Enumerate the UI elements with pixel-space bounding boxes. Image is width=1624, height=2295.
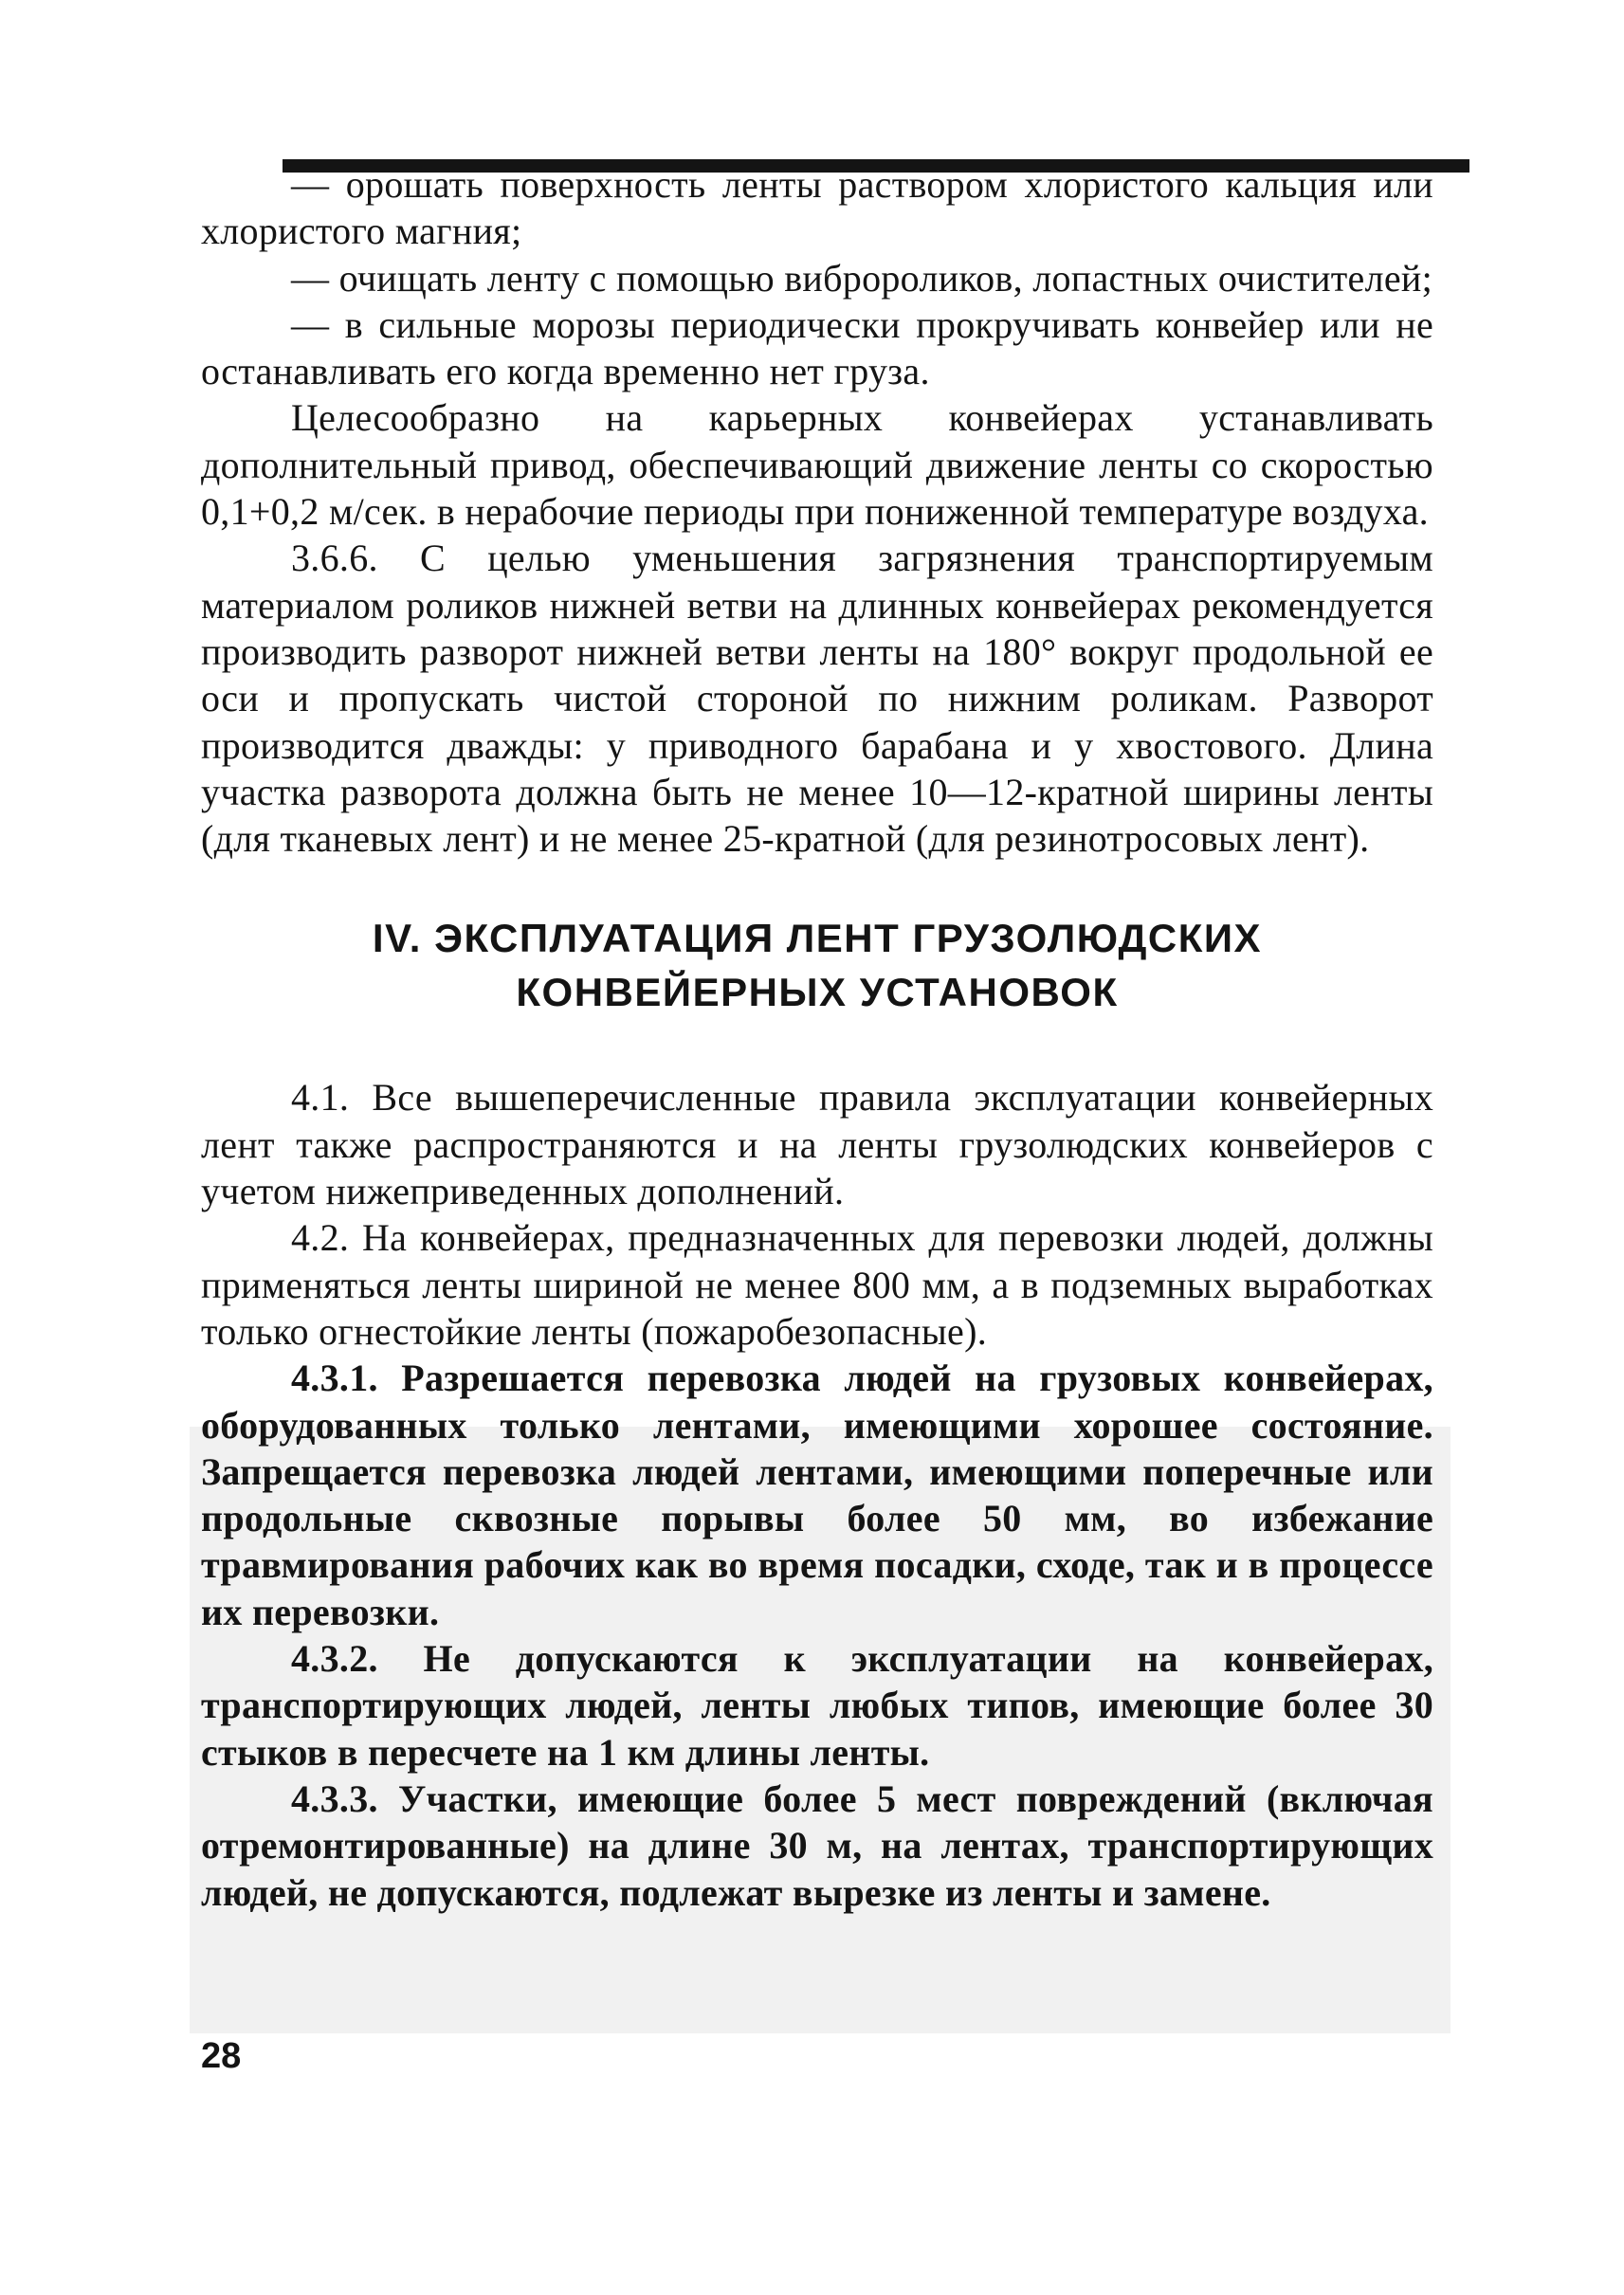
- section-heading: [201, 911, 1433, 1019]
- page-body: [201, 161, 1433, 1916]
- page-number: 28: [201, 2036, 242, 2076]
- paragraph-top-4: Целесообразно на карьерных конвейерах устанавливать дополнительный привод, обеспечивающий движение ленты со скоростью 0,1+0,2 м/сек. в нерабочие периоды при пониженной температуре воздуха.: [201, 396, 1433, 534]
- paragraph-top-1: — орошать поверхность ленты раствором хлористого кальция или хлористого магния;: [201, 163, 1433, 253]
- section-heading-line-1: IV. ЭКСПЛУАТАЦИЯ ЛЕНТ ГРУЗОЛЮДСКИХ: [372, 916, 1263, 961]
- paragraph-4-1: 4.1. Все вышеперечисленные правила эксплуатации конвейерных лент также распространяются и на ленты грузолюдских конвейеров с учетом нижеприведенных дополнений.: [201, 1076, 1433, 1213]
- paragraph-4-3-2: 4.3.2. Не допускаются к эксплуатации на конвейерах, транспортирующих людей, ленты любых типов, имеющие более 30 стыков в пересчете на 1 км длины ленты.: [201, 1637, 1433, 1774]
- paragraph-top-3: — в сильные морозы периодически прокручивать конвейер или не останавливать его когда временно нет груза.: [201, 302, 1433, 393]
- paragraph-4-3-1: 4.3.1. Разрешается перевозка людей на грузовых конвейерах, оборудованных только лентами, имеющими хорошее состояние. Запрещается перевозка людей лентами, имеющими поперечные или продольные сквозные порывы более 50 мм, во избежание травмирования рабочих как во время посадки, сходе, так и в процессе их перевозки.: [201, 1357, 1433, 1633]
- paragraph-4-3-3: 4.3.3. Участки, имеющие более 5 мест повреждений (включая отремонтированные) на длине 30 м, на лентах, транспортирующих людей, не допускаются, подлежат вырезке из ленты и замене.: [201, 1776, 1433, 1914]
- paragraph-top-5: 3.6.6. С целью уменьшения загрязнения транспортируемым материалом роликов нижней ветви на длинных конвейерах рекомендуется производить разворот нижней ветви ленты на 180° вокруг продольной ее оси и пропускать чистой стороной по нижним роликам. Разворот производится дважды: у приводного барабана и у хвостового. Длина участка разворота должна быть не менее 10—12-кратной ширины ленты (для тканевых лент) и не менее 25-кратной (для резинотросовых лент).: [201, 537, 1433, 861]
- paragraph-top-2: — очищать ленту с помощью вибророликов, лопастных очистителей;: [291, 256, 1433, 300]
- paragraph-4-2: 4.2. На конвейерах, предназначенных для перевозки людей, должны применяться ленты шириной не менее 800 мм, а в подземных выработках только огнестойкие ленты (пожаробезопасные).: [201, 1216, 1433, 1353]
- section-heading-line-2: КОНВЕЙЕРНЫХ УСТАНОВОК: [516, 970, 1119, 1015]
